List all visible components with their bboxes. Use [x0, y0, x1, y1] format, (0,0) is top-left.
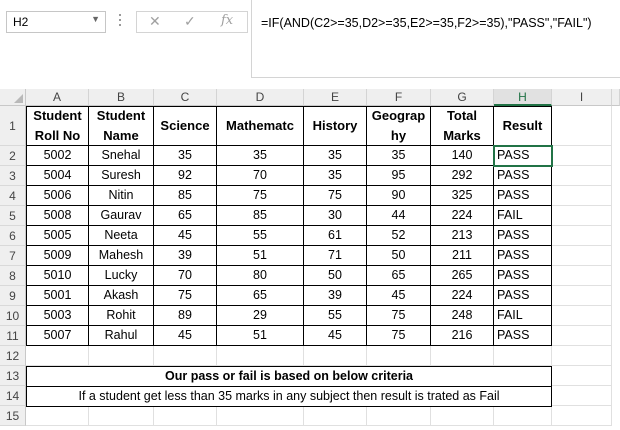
- cell-roll[interactable]: 5010: [26, 266, 89, 286]
- cell-h15[interactable]: [494, 406, 552, 426]
- row-header-8[interactable]: 8: [0, 266, 26, 286]
- row-header-10[interactable]: 10: [0, 306, 26, 326]
- cell-roll[interactable]: 5006: [26, 186, 89, 206]
- row-header-7[interactable]: 7: [0, 246, 26, 266]
- cell-geo[interactable]: 44: [367, 206, 431, 226]
- cell-i10[interactable]: [552, 306, 612, 326]
- cell-name[interactable]: Mahesh: [89, 246, 154, 266]
- cell-h12[interactable]: [494, 346, 552, 366]
- cell-b15[interactable]: [89, 406, 154, 426]
- cell-science[interactable]: 75: [154, 286, 217, 306]
- cell-name[interactable]: Gaurav: [89, 206, 154, 226]
- cancel-icon[interactable]: ✕: [149, 13, 161, 29]
- cell-g12[interactable]: [431, 346, 494, 366]
- header-science[interactable]: Science: [154, 106, 217, 146]
- cell-i6[interactable]: [552, 226, 612, 246]
- spreadsheet-grid: [0, 89, 620, 430]
- cell-name[interactable]: Rohit: [89, 306, 154, 326]
- row-header-14[interactable]: 14: [0, 386, 26, 406]
- header-geo[interactable]: [367, 106, 431, 146]
- cell-i4[interactable]: [552, 186, 612, 206]
- cell-science[interactable]: 39: [154, 246, 217, 266]
- cell-result[interactable]: PASS: [494, 266, 552, 286]
- cell-roll[interactable]: 5007: [26, 326, 89, 346]
- cell-science[interactable]: 70: [154, 266, 217, 286]
- header-roll-line2: Roll No: [34, 128, 81, 143]
- cell-total[interactable]: 224: [431, 286, 494, 306]
- insert-function-icon[interactable]: fx: [221, 13, 234, 28]
- cell-name[interactable]: Nitin: [89, 186, 154, 206]
- column-header-h[interactable]: H: [494, 89, 552, 106]
- cell-geo[interactable]: 45: [367, 286, 431, 306]
- cell-f12[interactable]: [367, 346, 431, 366]
- cell-result[interactable]: PASS: [494, 326, 552, 346]
- header-history[interactable]: History: [304, 106, 367, 146]
- cell-roll[interactable]: 5002: [26, 146, 89, 166]
- name-box[interactable]: [6, 11, 106, 33]
- cell-result[interactable]: PASS: [494, 286, 552, 306]
- cell-math[interactable]: 85: [217, 206, 304, 226]
- cell-geo[interactable]: 50: [367, 246, 431, 266]
- cell-result[interactable]: PASS: [494, 186, 552, 206]
- cell-geo[interactable]: 65: [367, 266, 431, 286]
- row-header-3[interactable]: 3: [0, 166, 26, 186]
- header-total-line2: Marks: [443, 128, 481, 143]
- cell-history[interactable]: 45: [304, 326, 367, 346]
- cell-geo[interactable]: 95: [367, 166, 431, 186]
- cell-f15[interactable]: [367, 406, 431, 426]
- cell-name[interactable]: Rahul: [89, 326, 154, 346]
- cell-geo[interactable]: 75: [367, 326, 431, 346]
- header-result[interactable]: Result: [494, 106, 552, 146]
- cell-history[interactable]: 35: [304, 166, 367, 186]
- header-total[interactable]: [431, 106, 494, 146]
- row-header-11[interactable]: 11: [0, 326, 26, 346]
- cell-science[interactable]: 65: [154, 206, 217, 226]
- cell-science[interactable]: 85: [154, 186, 217, 206]
- cell-a15[interactable]: [26, 406, 89, 426]
- header-name-line1: Student: [96, 108, 146, 123]
- cell-geo[interactable]: 35: [367, 146, 431, 166]
- cell-roll[interactable]: 5009: [26, 246, 89, 266]
- drag-handle-icon[interactable]: [118, 14, 122, 30]
- cell-history[interactable]: 35: [304, 146, 367, 166]
- cell-math[interactable]: 51: [217, 246, 304, 266]
- column-header-i[interactable]: I: [552, 89, 612, 106]
- cell-geo[interactable]: 52: [367, 226, 431, 246]
- cell-c15[interactable]: [154, 406, 217, 426]
- cell-total[interactable]: 265: [431, 266, 494, 286]
- formula-bar-area: [0, 0, 620, 78]
- cell-c12[interactable]: [154, 346, 217, 366]
- formula-buttons: [136, 11, 248, 33]
- cell-total[interactable]: 216: [431, 326, 494, 346]
- cell-math[interactable]: 70: [217, 166, 304, 186]
- cell-name[interactable]: Neeta: [89, 226, 154, 246]
- cell-i7[interactable]: [552, 246, 612, 266]
- row-header-4[interactable]: 4: [0, 186, 26, 206]
- cell-geo[interactable]: 75: [367, 306, 431, 326]
- row-header-12[interactable]: 12: [0, 346, 26, 366]
- cell-total[interactable]: 325: [431, 186, 494, 206]
- column-header-d[interactable]: D: [217, 89, 304, 106]
- column-header-c[interactable]: C: [154, 89, 217, 106]
- select-all-button[interactable]: [0, 89, 26, 106]
- cell-result[interactable]: PASS: [494, 226, 552, 246]
- cell-d12[interactable]: [217, 346, 304, 366]
- cell-history[interactable]: 39: [304, 286, 367, 306]
- cell-history[interactable]: 30: [304, 206, 367, 226]
- cell-math[interactable]: 29: [217, 306, 304, 326]
- cell-e15[interactable]: [304, 406, 367, 426]
- cell-i1[interactable]: [552, 106, 612, 146]
- formula-input[interactable]: [251, 0, 620, 78]
- header-geo-line2: hy: [390, 128, 407, 143]
- cell-science[interactable]: 92: [154, 166, 217, 186]
- row-header-5[interactable]: 5: [0, 206, 26, 226]
- column-header-f[interactable]: F: [367, 89, 431, 106]
- cell-result[interactable]: PASS: [494, 146, 552, 166]
- cell-math[interactable]: 35: [217, 146, 304, 166]
- cell-total[interactable]: 213: [431, 226, 494, 246]
- cell-i9[interactable]: [552, 286, 612, 306]
- cell-i15[interactable]: [552, 406, 612, 426]
- cell-science[interactable]: 45: [154, 226, 217, 246]
- row-header-2[interactable]: 2: [0, 146, 26, 166]
- header-geo-line1: Geograp: [371, 108, 426, 123]
- cell-i8[interactable]: [552, 266, 612, 286]
- cell-name[interactable]: Snehal: [89, 146, 154, 166]
- cell-name[interactable]: Lucky: [89, 266, 154, 286]
- name-box-value: H2: [13, 15, 29, 29]
- cell-e12[interactable]: [304, 346, 367, 366]
- cell-result[interactable]: FAIL: [494, 306, 552, 326]
- cell-science[interactable]: 45: [154, 326, 217, 346]
- cell-result[interactable]: FAIL: [494, 206, 552, 226]
- column-header-e[interactable]: E: [304, 89, 367, 106]
- column-header-g[interactable]: G: [431, 89, 494, 106]
- cell-history[interactable]: 61: [304, 226, 367, 246]
- cell-history[interactable]: 75: [304, 186, 367, 206]
- cell-math[interactable]: 51: [217, 326, 304, 346]
- cell-geo[interactable]: 90: [367, 186, 431, 206]
- column-header-b[interactable]: B: [89, 89, 154, 106]
- cell-math[interactable]: 80: [217, 266, 304, 286]
- row-header-15[interactable]: 15: [0, 406, 26, 426]
- cell-roll[interactable]: 5008: [26, 206, 89, 226]
- cell-roll[interactable]: 5003: [26, 306, 89, 326]
- header-roll[interactable]: [26, 106, 89, 146]
- row-header-9[interactable]: 9: [0, 286, 26, 306]
- chevron-down-icon[interactable]: ▼: [91, 14, 100, 24]
- criteria-text[interactable]: If a student get less than 35 marks in any subject then result is trated as Fail: [26, 386, 552, 407]
- cell-name[interactable]: Suresh: [89, 166, 154, 186]
- cell-total[interactable]: 292: [431, 166, 494, 186]
- cell-d15[interactable]: [217, 406, 304, 426]
- cell-science[interactable]: 35: [154, 146, 217, 166]
- header-name-line2: Name: [103, 128, 139, 143]
- cell-math[interactable]: 75: [217, 186, 304, 206]
- cell-i14[interactable]: [552, 386, 612, 406]
- cell-history[interactable]: 50: [304, 266, 367, 286]
- cell-math[interactable]: 65: [217, 286, 304, 306]
- cell-history[interactable]: 55: [304, 306, 367, 326]
- cell-i3[interactable]: [552, 166, 612, 186]
- cell-result[interactable]: PASS: [494, 166, 552, 186]
- header-roll-line1: Student: [33, 108, 82, 123]
- cell-total[interactable]: 140: [431, 146, 494, 166]
- cell-total[interactable]: 224: [431, 206, 494, 226]
- cell-roll[interactable]: 5005: [26, 226, 89, 246]
- cell-i11[interactable]: [552, 326, 612, 346]
- cell-name[interactable]: Akash: [89, 286, 154, 306]
- cell-g15[interactable]: [431, 406, 494, 426]
- cell-i2[interactable]: [552, 146, 612, 166]
- header-total-line1: Total: [446, 108, 478, 123]
- column-header-a[interactable]: A: [26, 89, 89, 106]
- row-header-1[interactable]: 1: [0, 106, 26, 146]
- cell-a12[interactable]: [26, 346, 89, 366]
- cell-i12[interactable]: [552, 346, 612, 366]
- formula-text: =IF(AND(C2>=35,D2>=35,E2>=35,F2>=35),"PASS","FAIL"): [261, 16, 592, 30]
- cell-roll[interactable]: 5001: [26, 286, 89, 306]
- header-math[interactable]: Mathematc: [217, 106, 304, 146]
- cell-i5[interactable]: [552, 206, 612, 226]
- enter-icon[interactable]: ✓: [184, 13, 196, 29]
- criteria-title[interactable]: Our pass or fail is based on below criteria: [26, 366, 552, 387]
- cell-roll[interactable]: 5004: [26, 166, 89, 186]
- row-header-13[interactable]: 13: [0, 366, 26, 386]
- row-header-6[interactable]: 6: [0, 226, 26, 246]
- cell-total[interactable]: 211: [431, 246, 494, 266]
- header-name[interactable]: [89, 106, 154, 146]
- cell-result[interactable]: PASS: [494, 246, 552, 266]
- cell-science[interactable]: 89: [154, 306, 217, 326]
- cell-math[interactable]: 55: [217, 226, 304, 246]
- column-header-extra[interactable]: [612, 89, 620, 106]
- cell-history[interactable]: 71: [304, 246, 367, 266]
- cell-b12[interactable]: [89, 346, 154, 366]
- cell-total[interactable]: 248: [431, 306, 494, 326]
- cell-i13[interactable]: [552, 366, 612, 386]
